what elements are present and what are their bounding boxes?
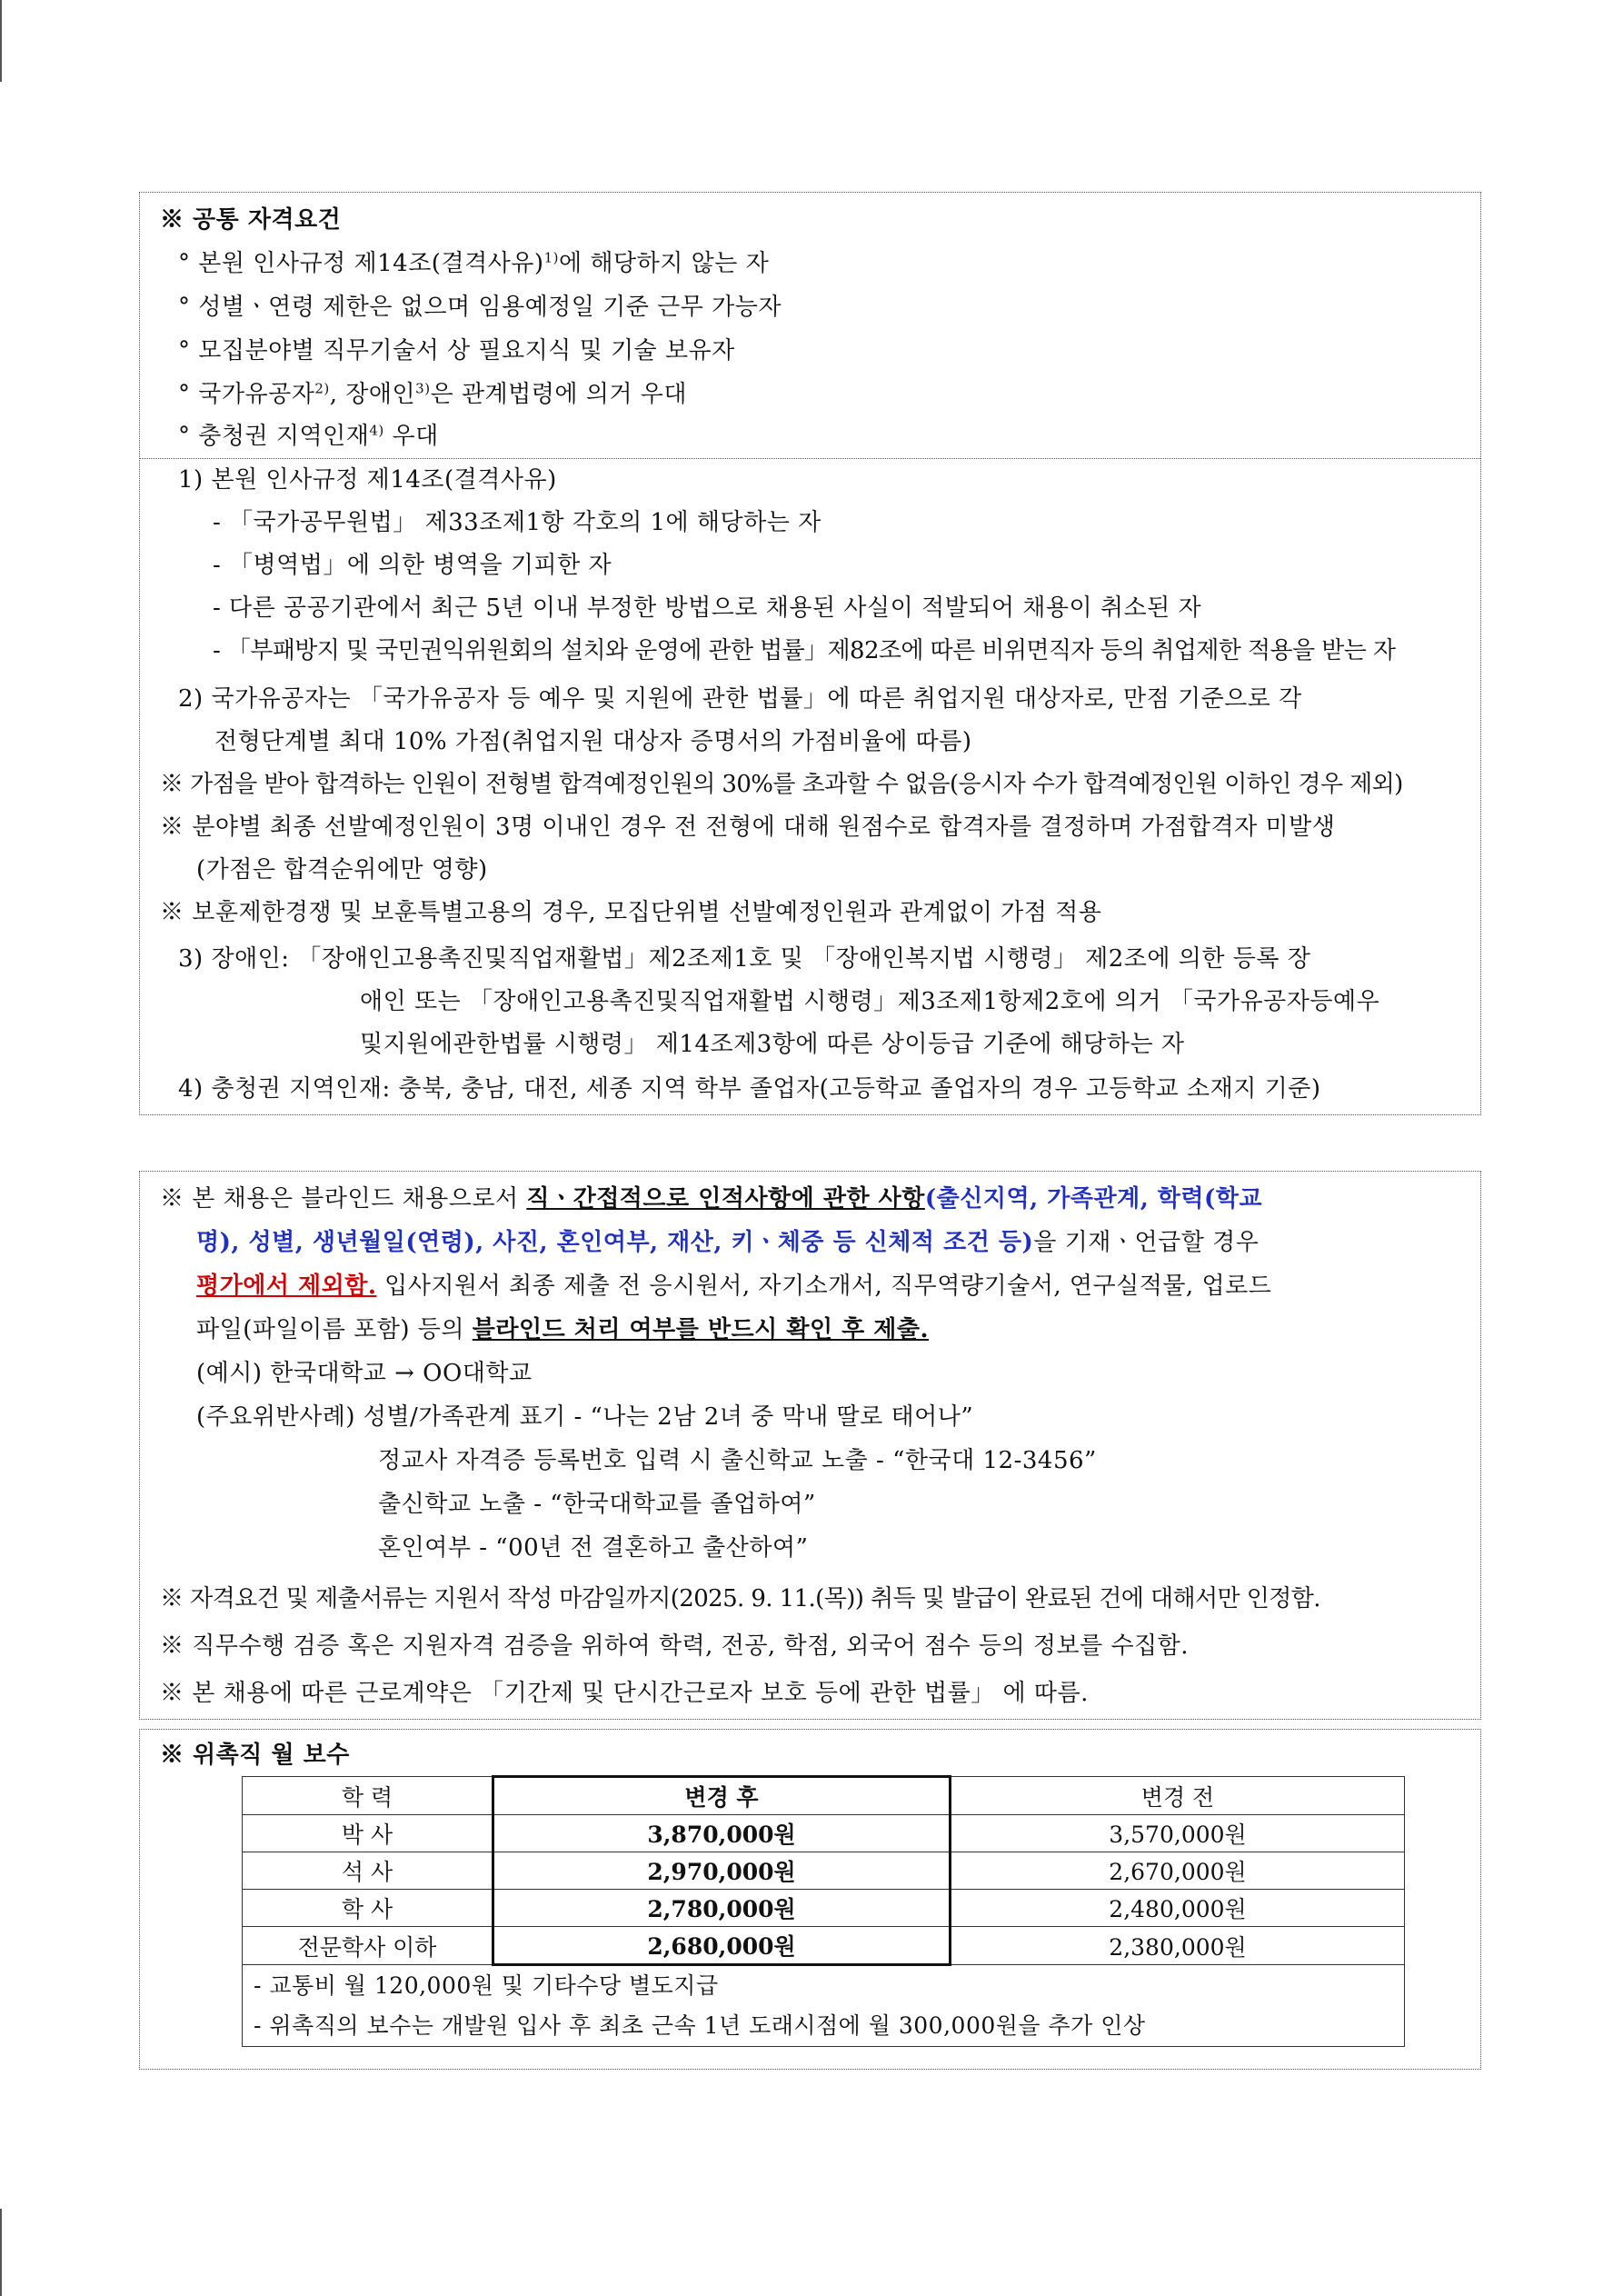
cell-before: 2,670,000원 — [951, 1852, 1405, 1890]
cell-education: 박 사 — [243, 1815, 493, 1852]
common-item: ° 국가유공자$^{2)}$, 장애인$^{3)}$은 관계법령에 의거 우대 — [178, 380, 688, 408]
footnote-4-line: 4) 충청권 지역인재: 충북, 충남, 대전, 세종 지역 학부 졸업자(고등학교 졸업자의 경우 고등학교 소재지 기준) — [178, 1075, 1321, 1103]
violation-case: 출신학교 노출 - “한국대학교를 졸업하여” — [378, 1491, 816, 1518]
blind-remark: ※ 자격요건 및 제출서류는 지원서 작성 마감일까지(2025. 9. 11.(목)) 취득 및 발급이 완료된 건에 대해서만 인정함. — [160, 1585, 1320, 1612]
violation-case: 정교사 자격증 등록번호 입력 시 출신학교 노출 - “한국대 12-3456” — [378, 1447, 1097, 1474]
cell-before: 2,480,000원 — [951, 1890, 1405, 1927]
blind-notice-line: 파일(파일이름 포함) 등의 블라인드 처리 여부를 반드시 확인 후 제출. — [196, 1316, 930, 1343]
footnote-2-line: 2) 국가유공자는 「국가유공자 등 예우 및 지원에 관한 법률」에 따른 취업지원 대상자로, 만점 기준으로 각 — [178, 685, 1302, 713]
footnote-2-remark: ※ 보훈제한경쟁 및 보훈특별고용의 경우, 모집단위별 선발예정인원과 관계없이 가점 적용 — [160, 899, 1102, 926]
common-item: ° 성별ㆍ연령 제한은 없으며 임용예정일 기준 근무 가능자 — [178, 294, 782, 321]
pay-title: ※ 위촉직 월 보수 — [160, 1742, 350, 1769]
violation-case: 혼인여부 - “00년 전 결혼하고 출산하여” — [378, 1534, 809, 1562]
table-row — [243, 1927, 1405, 1965]
pay-note: - 위촉직의 보수는 개발원 입사 후 최초 근속 1년 도래시점에 월 300,000원을 추가 인상 — [254, 2012, 1146, 2039]
qualifications-box — [139, 192, 1481, 1115]
footnote-3-line: 애인 또는 「장애인고용촉진및직업재활법 시행령」제3조제1항제2호에 의거 「국가유공자등예우 — [360, 988, 1380, 1015]
cell-education: 전문학사 이하 — [243, 1927, 493, 1965]
table-row — [243, 1815, 1405, 1852]
cell-before: 2,380,000원 — [951, 1927, 1405, 1965]
common-item: ° 충청권 지역인재$^{4)}$ 우대 — [178, 422, 439, 450]
pay-note: - 교통비 월 120,000원 및 기타수당 별도지급 — [254, 1972, 719, 1999]
pay-notes-cell — [243, 1965, 1405, 2047]
header-after-change: 변경 후 — [493, 1777, 951, 1815]
cell-after: 2,780,000원 — [493, 1890, 951, 1927]
footnote-1-head: 1) 본원 인사규정 제14조(결격사유) — [178, 466, 557, 494]
blind-remark: ※ 본 채용에 따른 근로계약은 「기간제 및 단시간근로자 보호 등에 관한 법률」 에 따름. — [160, 1680, 1089, 1707]
footnote-2-remark: (가점은 합격순위에만 영향) — [196, 856, 488, 883]
cell-education: 학 사 — [243, 1890, 493, 1927]
footnote-2-remark: ※ 가점을 받아 합격하는 인원이 전형별 합격예정인원의 30%를 초과할 수 없음(응시자 수가 합격예정인원 이하인 경우 제외) — [160, 771, 1403, 798]
pay-notes-row — [243, 1965, 1405, 2047]
cell-before: 3,570,000원 — [951, 1815, 1405, 1852]
footnote-1-item: - 「병역법」에 의한 병역을 기피한 자 — [213, 552, 612, 579]
page-edge-mark-bottom — [0, 2209, 2, 2296]
header-education: 학 력 — [243, 1777, 493, 1815]
blind-example: (예시) 한국대학교 → OO대학교 — [196, 1360, 533, 1387]
footnote-1-item: - 「부패방지 및 국민권익위원회의 설치와 운영에 관한 법률」제82조에 따른 비위면직자 등의 취업제한 적용을 받는 자 — [213, 637, 1396, 664]
cell-after: 3,870,000원 — [493, 1815, 951, 1852]
pay-box — [139, 1729, 1481, 2070]
footnote-2-line: 전형단계별 최대 10% 가점(취업지원 대상자 증명서의 가점비율에 따름) — [214, 728, 972, 755]
footnote-1-item: - 「국가공무원법」 제33조제1항 각호의 1에 해당하는 자 — [213, 509, 821, 536]
footnote-1-item: - 다른 공공기관에서 최근 5년 이내 부정한 방법으로 채용된 사실이 적발되어 채용이 취소된 자 — [213, 594, 1202, 622]
cell-after: 2,970,000원 — [493, 1852, 951, 1890]
blind-recruitment-box — [139, 1171, 1481, 1720]
blind-notice-line: ※ 본 채용은 블라인드 채용으로서 직ㆍ간접적으로 인적사항에 관한 사항(출신지역, 가족관계, 학력(학교 — [160, 1185, 1263, 1213]
table-row — [243, 1852, 1405, 1890]
violation-case: (주요위반사례) 성별/가족관계 표기 - “나는 2남 2녀 중 막내 딸로 태어나” — [196, 1403, 974, 1431]
table-header-row — [243, 1777, 1405, 1815]
blind-notice-line: 평가에서 제외함. 입사지원서 최종 제출 전 응시원서, 자기소개서, 직무역량기술서, 연구실적물, 업로드 — [196, 1273, 1272, 1300]
common-qualifications-title: ※ 공통 자격요건 — [160, 206, 342, 234]
footnote-3-line: 3) 장애인: 「장애인고용촉진및직업재활법」제2조제1호 및 「장애인복지법 시행령」 제2조에 의한 등록 장 — [178, 945, 1311, 973]
header-before-change: 변경 전 — [951, 1777, 1405, 1815]
blind-notice-line: 명), 성별, 생년월일(연령), 사진, 혼인여부, 재산, 키ㆍ체중 등 신체적 조건 등)을 기재ㆍ언급할 경우 — [196, 1229, 1260, 1256]
blind-remark: ※ 직무수행 검증 혹은 지원자격 검증을 위하여 학력, 전공, 학점, 외국어 점수 등의 정보를 수집함. — [160, 1632, 1190, 1660]
table-row — [243, 1890, 1405, 1927]
page-edge-mark-top — [0, 0, 2, 82]
footnote-3-line: 및지원에관한법률 시행령」 제14조제3항에 따른 상이등급 기준에 해당하는 자 — [360, 1031, 1185, 1058]
cell-after: 2,680,000원 — [493, 1927, 951, 1965]
cell-education: 석 사 — [243, 1852, 493, 1890]
common-item: ° 모집분야별 직무기술서 상 필요지식 및 기술 보유자 — [178, 337, 735, 364]
footnote-2-remark: ※ 분야별 최종 선발예정인원이 3명 이내인 경우 전 전형에 대해 원점수로 합격자를 결정하며 가점합격자 미발생 — [160, 814, 1336, 841]
common-item: ° 본원 인사규정 제14조(결격사유)$^{1)}$에 해당하지 않는 자 — [178, 249, 770, 277]
pay-table — [242, 1775, 1405, 2047]
